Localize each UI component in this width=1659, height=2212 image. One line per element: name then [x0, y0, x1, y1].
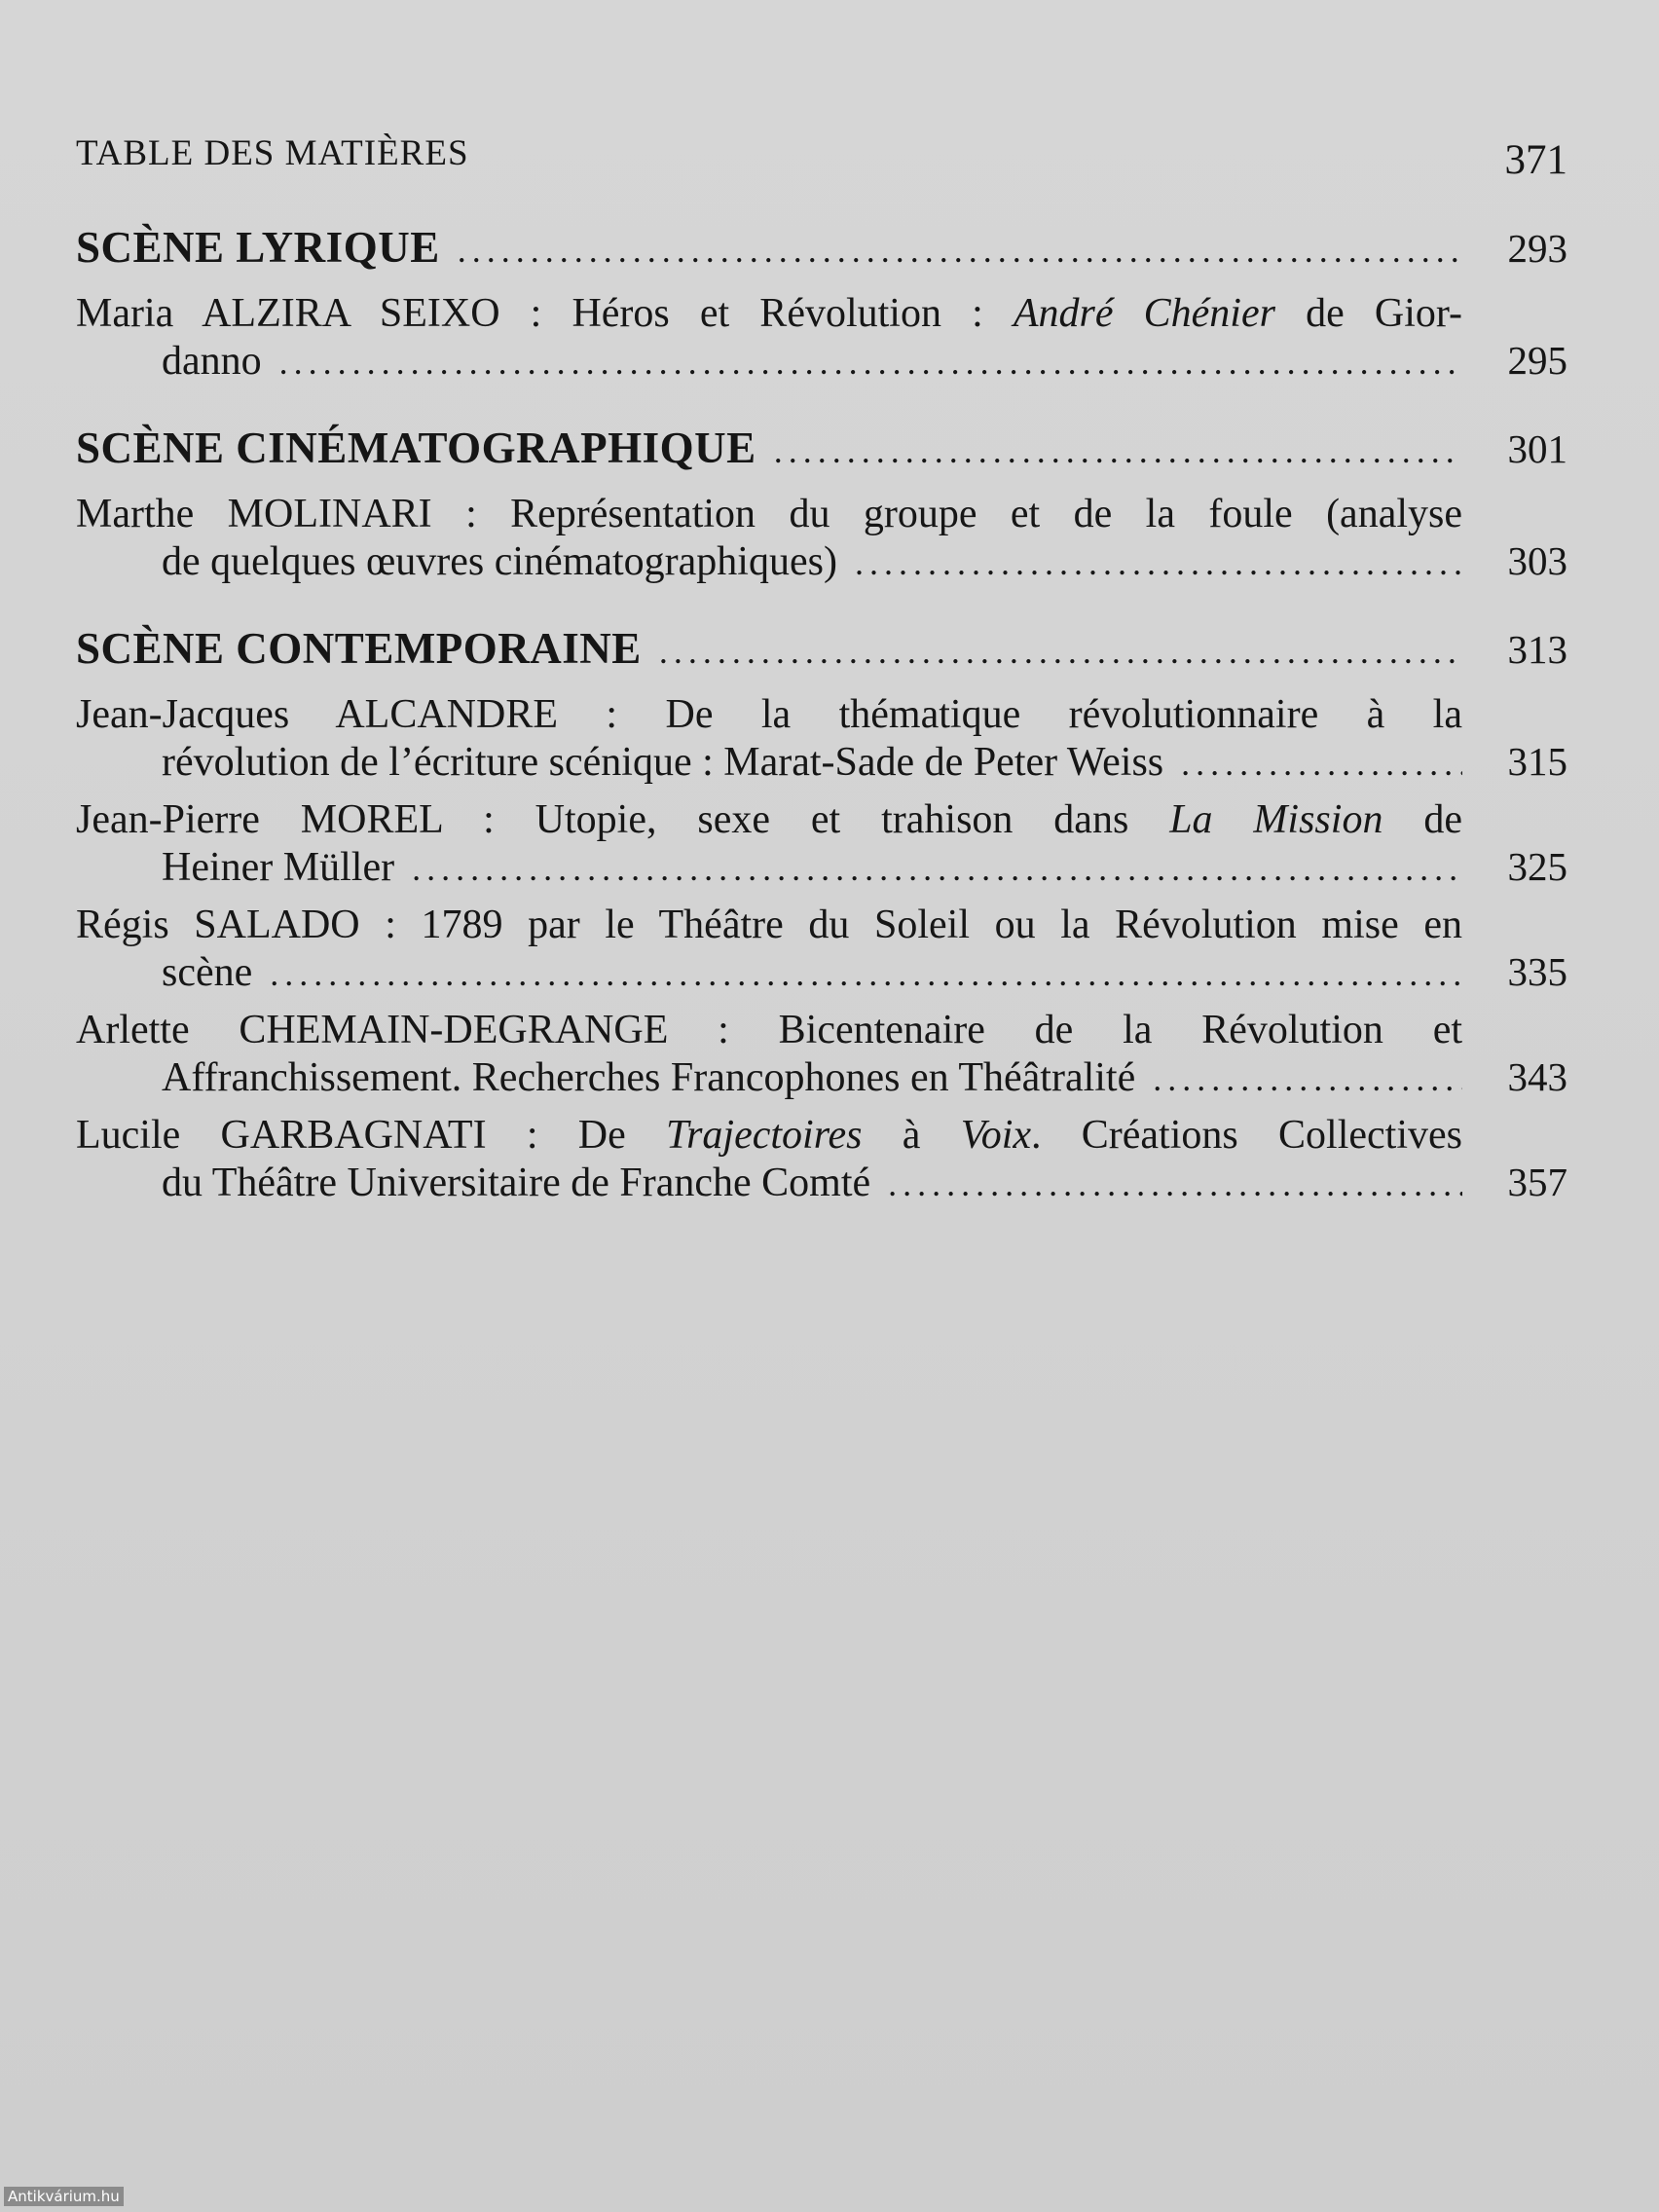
entry-last-line: [76, 1053, 1567, 1102]
dot-leader: [659, 631, 1462, 672]
dot-leader: [279, 339, 1462, 386]
entry-first-line: Maria ALZIRA SEIXO : Héros et Révolution : André Chénier de Gior-: [76, 291, 1462, 336]
toc-entry[interactable]: [76, 1007, 1567, 1102]
dot-leader-wrap: [756, 430, 1462, 471]
dot-leader: [888, 1161, 1462, 1207]
dot-leader-wrap: [252, 950, 1462, 997]
watermark: Antikvárium.hu: [4, 2187, 124, 2206]
table-of-contents: [76, 222, 1567, 1244]
entry-last-line: [76, 948, 1567, 997]
section-heading: [76, 623, 1567, 680]
toc-section: [76, 222, 1567, 386]
dot-leader-wrap: [1135, 1055, 1462, 1102]
section-page-number: 293: [1507, 226, 1567, 271]
dot-leader-wrap: [440, 230, 1462, 271]
entry-last-line: [76, 337, 1567, 386]
dot-leader: [458, 230, 1462, 271]
section-page-number: 301: [1507, 426, 1567, 471]
running-head: [76, 132, 1567, 181]
entry-last-line: [76, 1159, 1567, 1207]
entry-page-number: 303: [1507, 538, 1567, 583]
entry-text: danno: [162, 339, 262, 384]
dot-leader: [1181, 740, 1462, 787]
dot-leader: [855, 539, 1462, 586]
dot-leader: [774, 430, 1462, 471]
dot-leader-wrap: [1163, 740, 1462, 787]
entry-text: du Théâtre Universitaire de Franche Comté: [162, 1161, 871, 1205]
dot-leader-wrap: [642, 631, 1462, 672]
dot-leader: [412, 845, 1462, 892]
entry-last-line: [76, 738, 1567, 787]
toc-section: [76, 623, 1567, 1207]
entry-page-number: 343: [1507, 1054, 1567, 1099]
dot-leader-wrap: [262, 339, 1462, 386]
section-title: SCÈNE LYRIQUE: [76, 223, 440, 272]
entry-last-line: [76, 537, 1567, 586]
toc-entry[interactable]: [76, 1112, 1567, 1207]
section-title: SCÈNE CINÉMATOGRAPHIQUE: [76, 424, 756, 472]
entry-text: Affranchissement. Recherches Francophones en Théâtralité: [162, 1055, 1136, 1100]
section-heading: [76, 423, 1567, 479]
toc-section: [76, 423, 1567, 586]
entry-page-number: 357: [1507, 1160, 1567, 1204]
page-number: 371: [1504, 137, 1567, 183]
entry-last-line: [76, 843, 1567, 892]
dot-leader-wrap: [870, 1161, 1462, 1207]
entry-text: révolution de l’écriture scénique : Marat-Sade de Peter Weiss: [162, 740, 1164, 785]
dot-leader-wrap: [394, 845, 1462, 892]
entry-text: de quelques œuvres cinématographiques): [162, 539, 837, 584]
entry-page-number: 295: [1507, 338, 1567, 383]
toc-entry[interactable]: [76, 691, 1567, 787]
entry-page-number: 325: [1507, 844, 1567, 889]
dot-leader: [1153, 1055, 1462, 1102]
section-title: SCÈNE CONTEMPORAINE: [76, 624, 642, 673]
entry-first-line: Marthe MOLINARI : Représentation du groupe et de la foule (analyse: [76, 492, 1462, 536]
toc-entry[interactable]: [76, 491, 1567, 586]
dot-leader: [270, 950, 1462, 997]
entry-page-number: 335: [1507, 949, 1567, 994]
toc-entry[interactable]: [76, 902, 1567, 997]
entry-first-line: Jean-Jacques ALCANDRE : De la thématique révolutionnaire à la: [76, 692, 1462, 737]
section-heading: [76, 222, 1567, 278]
entry-first-line: Lucile GARBAGNATI : De Trajectoires à Voix. Créations Collectives: [76, 1113, 1462, 1158]
entry-text: scène: [162, 950, 253, 995]
entry-text: Heiner Müller: [162, 845, 395, 890]
entry-page-number: 315: [1507, 739, 1567, 784]
section-page-number: 313: [1507, 627, 1567, 672]
dot-leader-wrap: [837, 539, 1462, 586]
toc-entry[interactable]: [76, 290, 1567, 386]
entry-first-line: Arlette CHEMAIN-DEGRANGE : Bicentenaire de la Révolution et: [76, 1008, 1462, 1052]
entry-first-line: Jean-Pierre MOREL : Utopie, sexe et trahison dans La Mission de: [76, 797, 1462, 842]
running-title: TABLE DES MATIÈRES: [76, 133, 469, 173]
toc-entry[interactable]: [76, 796, 1567, 892]
entry-first-line: Régis SALADO : 1789 par le Théâtre du Soleil ou la Révolution mise en: [76, 903, 1462, 947]
